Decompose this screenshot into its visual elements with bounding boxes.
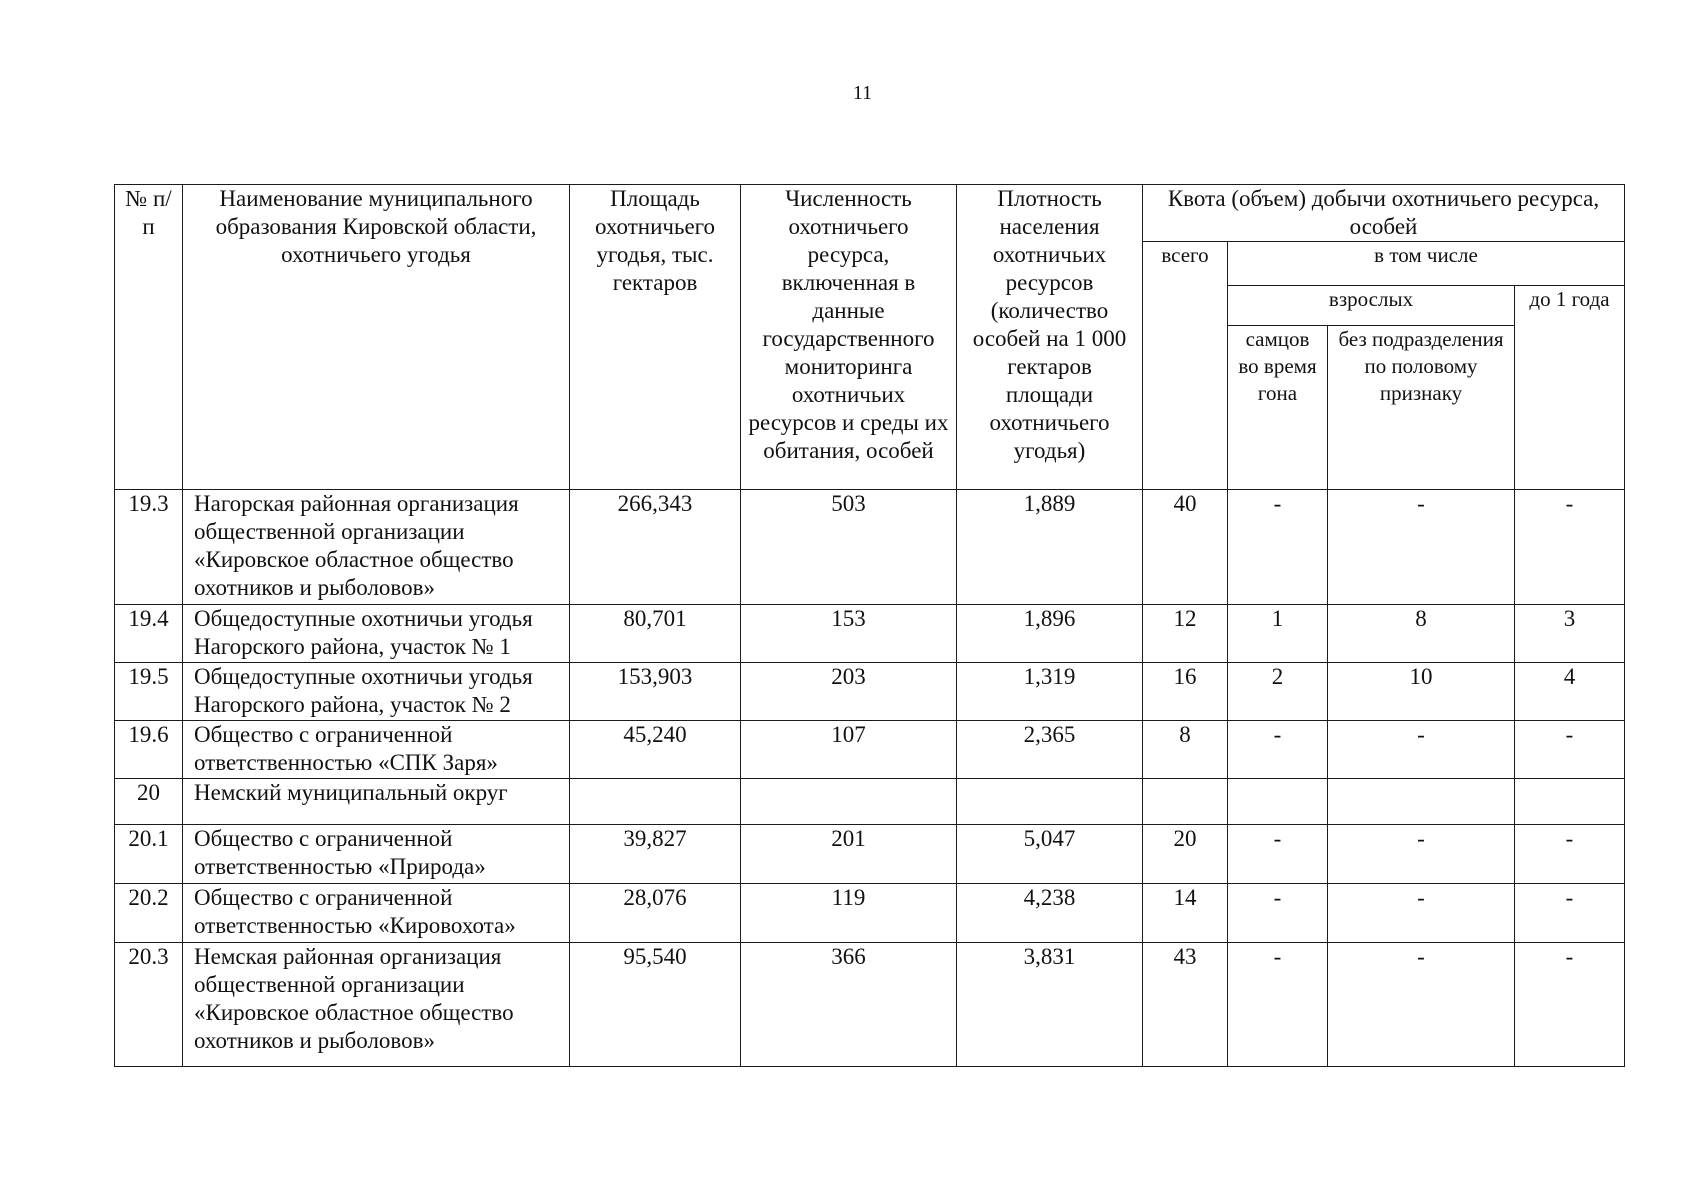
header-adults: взрослых [1228, 286, 1515, 326]
row-area [570, 779, 741, 825]
row-young: - [1515, 721, 1625, 779]
row-name: Общедоступные охотничьи угодья Нагорского района, участок № 1 [183, 605, 570, 663]
row-total [1143, 779, 1228, 825]
row-population [741, 779, 957, 825]
row-total: 8 [1143, 721, 1228, 779]
row-males [1228, 779, 1328, 825]
table-row [115, 825, 1625, 884]
row-name: Общедоступные охотничьи угодья Нагорского района, участок № 2 [183, 663, 570, 721]
row-total: 16 [1143, 663, 1228, 721]
row-population: 201 [741, 825, 957, 884]
row-num: 20.3 [115, 943, 183, 1067]
header-total: всего [1143, 242, 1228, 490]
row-num: 19.5 [115, 663, 183, 721]
row-population: 503 [741, 490, 957, 605]
row-young: - [1515, 825, 1625, 884]
row-name: Общество с ограниченной ответственностью «Природа» [183, 825, 570, 884]
row-num: 20.1 [115, 825, 183, 884]
table-row [115, 779, 1625, 825]
row-name: Нагорская районная организация общественной организации «Кировское областное общество охотников и рыболовов» [183, 490, 570, 605]
row-young: 4 [1515, 663, 1625, 721]
row-young: - [1515, 884, 1625, 943]
table-row [115, 721, 1625, 779]
row-nosex: - [1328, 825, 1515, 884]
row-num: 19.3 [115, 490, 183, 605]
row-population: 107 [741, 721, 957, 779]
row-density: 1,319 [957, 663, 1143, 721]
row-area: 80,701 [570, 605, 741, 663]
table-row [115, 663, 1625, 721]
row-young: - [1515, 490, 1625, 605]
table-row [115, 490, 1625, 605]
row-density: 1,889 [957, 490, 1143, 605]
row-name: Общество с ограниченной ответственностью «СПК Заря» [183, 721, 570, 779]
header-population: Численность охотничьего ресурса, включенная в данные государственного мониторинга охотничьих ресурсов и среды их обитания, особей [741, 185, 957, 490]
row-nosex: - [1328, 943, 1515, 1067]
row-males: - [1228, 721, 1328, 779]
header-density: Плотность населения охотничьих ресурсов (количество особей на 1 000 гектаров площади охотничьего угодья) [957, 185, 1143, 490]
row-density: 4,238 [957, 884, 1143, 943]
header-under-one-year: до 1 года [1515, 286, 1625, 490]
header-including: в том числе [1228, 242, 1625, 286]
page-number: 11 [852, 82, 873, 104]
row-nosex: - [1328, 884, 1515, 943]
row-num: 19.4 [115, 605, 183, 663]
row-males: - [1228, 825, 1328, 884]
row-num: 20.2 [115, 884, 183, 943]
row-young: - [1515, 943, 1625, 1067]
header-name: Наименование муниципального образования Кировской области, охотничьего угодья [183, 185, 570, 490]
row-males: - [1228, 943, 1328, 1067]
row-total: 14 [1143, 884, 1228, 943]
row-nosex: - [1328, 490, 1515, 605]
row-population: 366 [741, 943, 957, 1067]
row-area: 39,827 [570, 825, 741, 884]
table-row [115, 605, 1625, 663]
row-total: 43 [1143, 943, 1228, 1067]
row-area: 266,343 [570, 490, 741, 605]
header-area: Площадь охотничьего угодья, тыс. гектаров [570, 185, 741, 490]
header-num: № п/п [115, 185, 183, 490]
row-total: 20 [1143, 825, 1228, 884]
row-total: 40 [1143, 490, 1228, 605]
row-density: 3,831 [957, 943, 1143, 1067]
row-num: 19.6 [115, 721, 183, 779]
row-name: Общество с ограниченной ответственностью «Кировохота» [183, 884, 570, 943]
row-males: 1 [1228, 605, 1328, 663]
row-density: 5,047 [957, 825, 1143, 884]
row-name: Немский муниципальный округ [183, 779, 570, 825]
row-males: 2 [1228, 663, 1328, 721]
row-population: 153 [741, 605, 957, 663]
row-males: - [1228, 884, 1328, 943]
row-population: 119 [741, 884, 957, 943]
hunting-quota-table [114, 184, 1625, 1067]
header-no-sex-split: без подразделения по половому признаку [1328, 326, 1515, 490]
row-area: 95,540 [570, 943, 741, 1067]
row-area: 28,076 [570, 884, 741, 943]
row-density: 1,896 [957, 605, 1143, 663]
row-young [1515, 779, 1625, 825]
row-nosex [1328, 779, 1515, 825]
row-total: 12 [1143, 605, 1228, 663]
row-name: Немская районная организация общественной организации «Кировское областное общество охотников и рыболовов» [183, 943, 570, 1067]
table-row [115, 884, 1625, 943]
row-nosex: - [1328, 721, 1515, 779]
table-row [115, 943, 1625, 1067]
row-area: 153,903 [570, 663, 741, 721]
row-young: 3 [1515, 605, 1625, 663]
row-area: 45,240 [570, 721, 741, 779]
row-males: - [1228, 490, 1328, 605]
row-population: 203 [741, 663, 957, 721]
row-density: 2,365 [957, 721, 1143, 779]
row-density [957, 779, 1143, 825]
header-quota: Квота (объем) добычи охотничьего ресурса, особей [1143, 185, 1625, 242]
row-num: 20 [115, 779, 183, 825]
row-nosex: 8 [1328, 605, 1515, 663]
row-nosex: 10 [1328, 663, 1515, 721]
header-males-rut: самцов во время гона [1228, 326, 1328, 490]
